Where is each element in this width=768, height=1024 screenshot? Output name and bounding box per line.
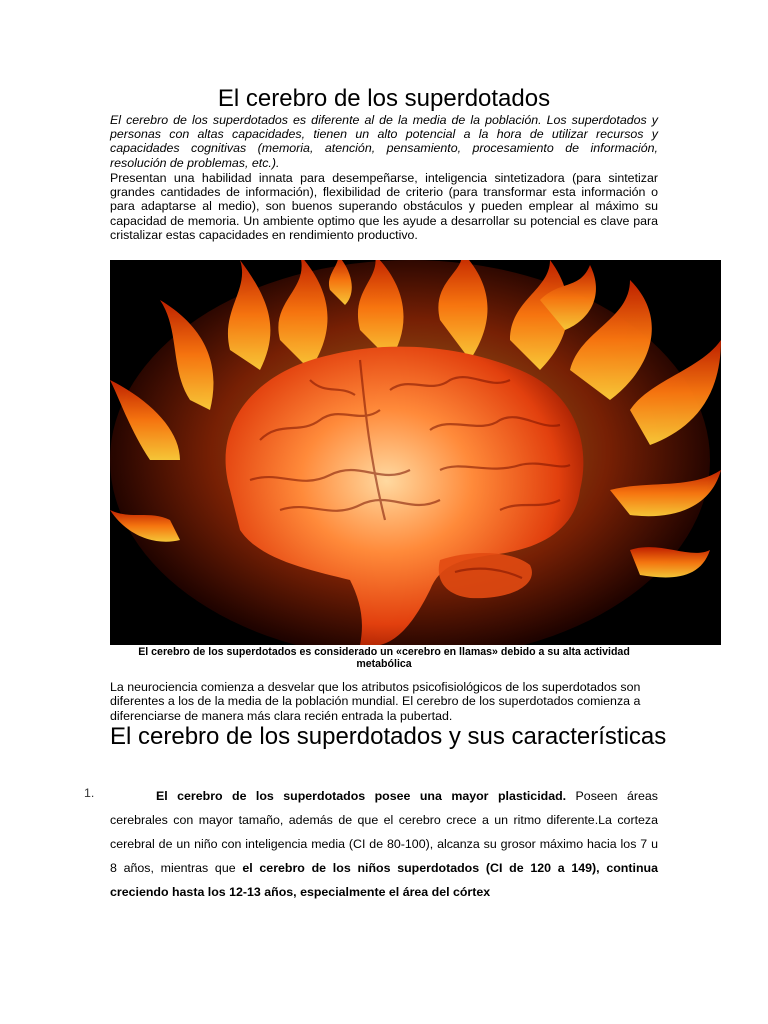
section-heading: El cerebro de los superdotados y sus características bbox=[110, 723, 667, 750]
body-paragraph-3: La neurociencia comienza a desvelar que los atributos psicofisiológicos de los superdotados son diferentes a los de la media de la población mundial. El cerebro de los superdotados comienza a diferenciarse de manera más clara recién entrada la pubertad. bbox=[110, 680, 641, 723]
body-paragraph-2: Presentan una habilidad innata para desempeñarse, inteligencia sintetizadora (para sintetizar grandes cantidades de información), flexibilidad de criterio (para transformar esta información o para adaptarse al medio), son buenos superando obstáculos y pueden emplear al máximo su capacidad de memoria. Un ambiente optimo que les ayude a desarrollar su potencial es clave para cristalizar estas capacidades en rendimiento productivo. bbox=[110, 171, 658, 242]
brain-on-fire-image bbox=[110, 260, 721, 645]
list-item-bold-highlight: el cerebro de los niños superdotados (CI de 120 a 149), continua creciendo hasta los 12-13 años, especialmente el área del córtex bbox=[110, 861, 658, 899]
list-number: 1. bbox=[84, 786, 95, 800]
image-caption: El cerebro de los superdotados es considerado un «cerebro en llamas» debido a su alta actividad metabólica bbox=[138, 646, 630, 670]
list-item-bold-lead: El cerebro de los superdotados posee una mayor plasticidad. bbox=[156, 789, 567, 803]
page-title: El cerebro de los superdotados bbox=[217, 85, 551, 112]
intro-paragraph: El cerebro de los superdotados es diferente al de la media de la población. Los superdotados y personas con altas capacidades, tienen un alto potencial a la hora de utilizar recursos y capacidades cognitivas (memoria, atención, pensamiento, procesamiento de información, resolución de problemas, etc.). bbox=[110, 113, 658, 170]
list-item-text: Poseen áreas cerebrales con mayor tamaño, además de que el cerebro crece a un ritmo diferente.La corteza cerebral de un niño con inteligencia media (CI de 80-100), alcanza su grosor máximo hacia los 7 u 8 años, mientras que bbox=[110, 789, 658, 875]
list-item bbox=[110, 784, 658, 904]
brain-flames-illustration bbox=[110, 260, 721, 645]
